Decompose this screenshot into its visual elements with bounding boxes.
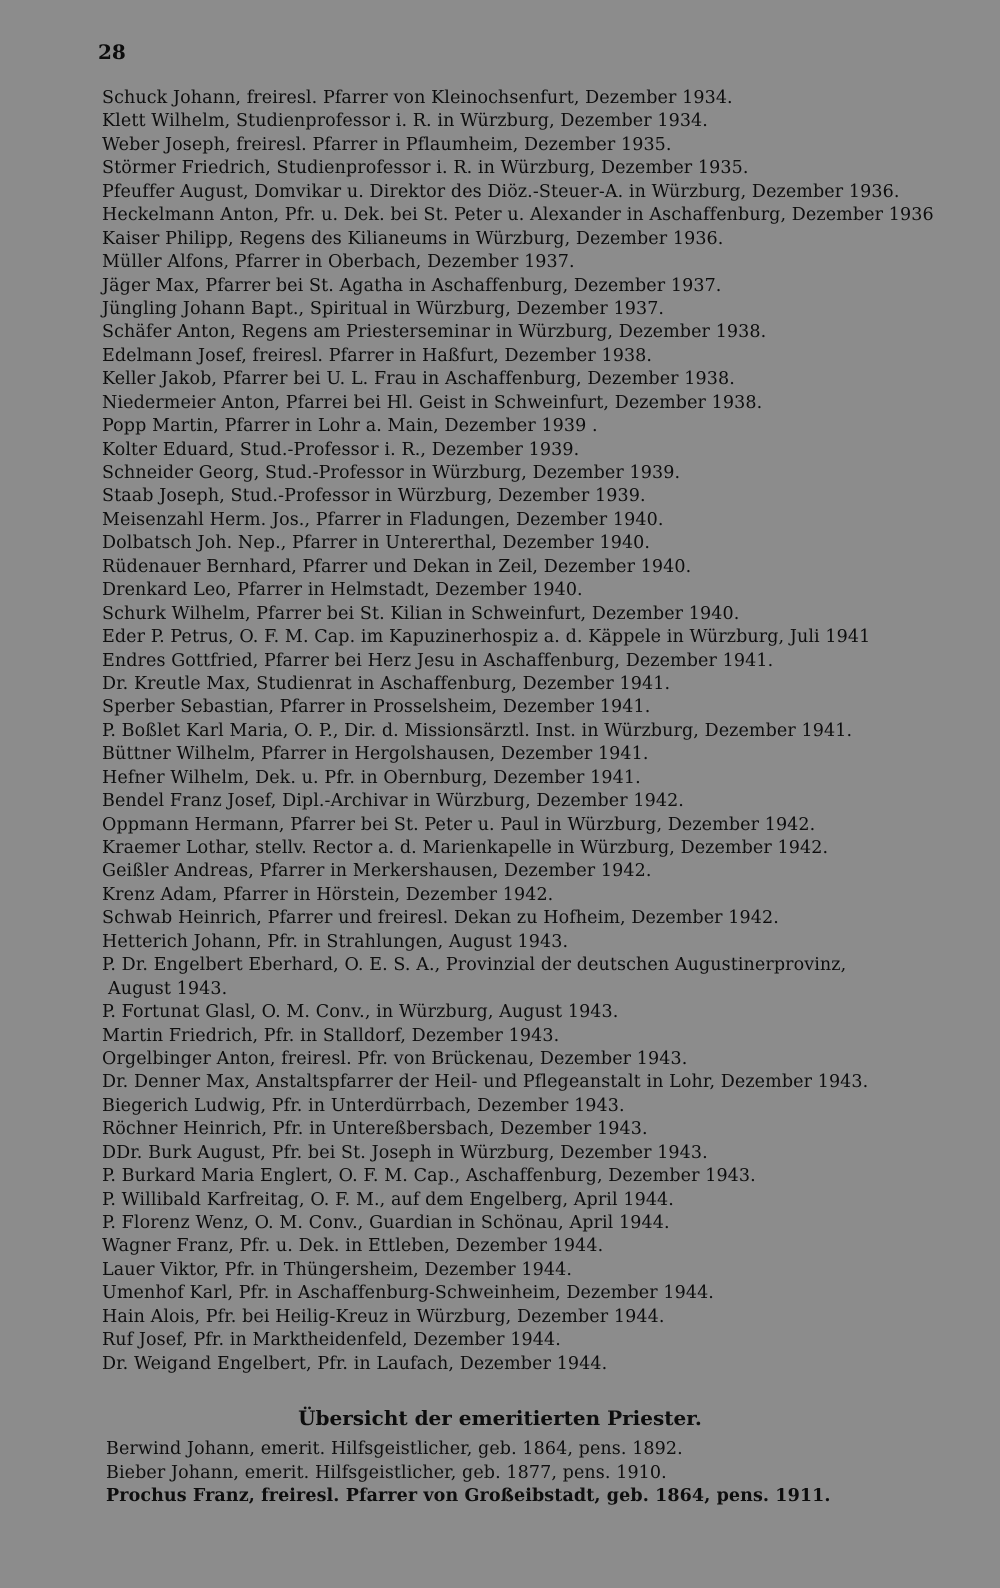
section-title: Übersicht der emeritierten Priester. [298, 1406, 702, 1430]
page-number: 28 [98, 40, 126, 64]
list-item: Schurk Wilhelm, Pfarrer bei St. Kilian in Schweinfurt, Dezember 1940. [102, 603, 740, 624]
list-item: Röchner Heinrich, Pfr. in Untereßbersbach, Dezember 1943. [102, 1119, 648, 1140]
list-item: P. Willibald Karfreitag, O. F. M., auf dem Engelberg, April 1944. [102, 1189, 674, 1210]
list-item: Jüngling Johann Bapt., Spiritual in Würzburg, Dezember 1937. [102, 298, 665, 319]
list-item: DDr. Burk August, Pfr. bei St. Joseph in Würzburg, Dezember 1943. [102, 1142, 708, 1163]
list-item: Hain Alois, Pfr. bei Heilig-Kreuz in Würzburg, Dezember 1944. [102, 1306, 665, 1327]
list-item: Bieber Johann, emerit. Hilfsgeistlicher, geb. 1877, pens. 1910. [106, 1462, 667, 1483]
list-item: Kraemer Lothar, stellv. Rector a. d. Marienkapelle in Würzburg, Dezember 1942. [102, 838, 829, 858]
list-item: Drenkard Leo, Pfarrer in Helmstadt, Dezember 1940. [102, 580, 583, 601]
list-item: Biegerich Ludwig, Pfr. in Unterdürrbach, Dezember 1943. [102, 1095, 625, 1116]
list-item: P. Florenz Wenz, O. M. Conv., Guardian in Schönau, April 1944. [102, 1213, 670, 1234]
list-item: Ruf Josef, Pfr. in Marktheidenfeld, Dezember 1944. [102, 1330, 561, 1351]
list-item: Schwab Heinrich, Pfarrer und freiresl. Dekan zu Hofheim, Dezember 1942. [102, 908, 779, 929]
list-item: Meisenzahl Herm. Jos., Pfarrer in Fladungen, Dezember 1940. [102, 509, 664, 530]
list-item: Martin Friedrich, Pfr. in Stalldorf, Dezember 1943. [102, 1025, 560, 1046]
list-item: Klett Wilhelm, Studienprofessor i. R. in Würzburg, Dezember 1934. [102, 111, 708, 132]
list-item: Berwind Johann, emerit. Hilfsgeistlicher, geb. 1864, pens. 1892. [106, 1439, 683, 1459]
list-item: Staab Joseph, Stud.-Professor in Würzburg, Dezember 1939. [102, 486, 646, 507]
list-item: Eder P. Petrus, O. F. M. Cap. im Kapuzinerhospiz a. d. Käppele in Würzburg, Juli 1941 [102, 627, 871, 648]
list-item: Dolbatsch Joh. Nep., Pfarrer in Untererthal, Dezember 1940. [102, 533, 651, 554]
list-item: Kaiser Philipp, Regens des Kilianeums in Würzburg, Dezember 1936. [102, 228, 724, 249]
list-item: Dr. Weigand Engelbert, Pfr. in Laufach, Dezember 1944. [102, 1353, 608, 1374]
list-item: Niedermeier Anton, Pfarrei bei Hl. Geist in Schweinfurt, Dezember 1938. [102, 392, 763, 413]
list-item: Endres Gottfried, Pfarrer bei Herz Jesu in Aschaffenburg, Dezember 1941. [102, 650, 774, 671]
priest-list [102, 87, 962, 1376]
list-item: Krenz Adam, Pfarrer in Hörstein, Dezember 1942. [102, 884, 554, 905]
list-item: Bendel Franz Josef, Dipl.-Archivar in Würzburg, Dezember 1942. [102, 791, 684, 812]
list-item: Büttner Wilhelm, Pfarrer in Hergolshausen, Dezember 1941. [102, 744, 649, 765]
list-item: P. Boßlet Karl Maria, O. P., Dir. d. Missionsärztl. Inst. in Würzburg, Dezember 1941. [102, 720, 853, 741]
list-item: Schneider Georg, Stud.-Professor in Würzburg, Dezember 1939. [102, 463, 681, 483]
list-item [102, 954, 962, 1001]
list-item: Rüdenauer Bernhard, Pfarrer und Dekan in Zeil, Dezember 1940. [102, 556, 692, 577]
list-item: Schuck Johann, freiresl. Pfarrer von Kleinochsenfurt, Dezember 1934. [102, 88, 733, 108]
list-item: Keller Jakob, Pfarrer bei U. L. Frau in Aschaffenburg, Dezember 1938. [102, 369, 735, 390]
list-item: Störmer Friedrich, Studienprofessor i. R. in Würzburg, Dezember 1935. [102, 158, 749, 179]
list-item-text: P. Dr. Engelbert Eberhard, O. E. S. A., Provinzial der deutschen Augustinerprovinz, [102, 955, 847, 976]
list-item: Lauer Viktor, Pfr. in Thüngersheim, Dezember 1944. [102, 1259, 573, 1280]
list-item: Oppmann Hermann, Pfarrer bei St. Peter u. Paul in Würzburg, Dezember 1942. [102, 814, 816, 835]
list-item: Prochus Franz, freiresl. Pfarrer von Großeibstadt, geb. 1864, pens. 1911. [106, 1486, 831, 1506]
list-item: Edelmann Josef, freiresl. Pfarrer in Haßfurt, Dezember 1938. [102, 345, 653, 366]
list-item: Pfeuffer August, Domvikar u. Direktor des Diöz.-Steuer-A. in Würzburg, Dezember 1936. [102, 181, 900, 202]
list-item: Kolter Eduard, Stud.-Professor i. R., Dezember 1939. [102, 439, 580, 460]
list-item: Orgelbinger Anton, freiresl. Pfr. von Brückenau, Dezember 1943. [102, 1048, 688, 1069]
list-item: Sperber Sebastian, Pfarrer in Prosselsheim, Dezember 1941. [102, 697, 651, 718]
list-item: Dr. Denner Max, Anstaltspfarrer der Heil- und Pflegeanstalt in Lohr, Dezember 1943. [102, 1072, 869, 1093]
list-item: Popp Martin, Pfarrer in Lohr a. Main, Dezember 1939 . [102, 416, 598, 437]
list-item: P. Fortunat Glasl, O. M. Conv., in Würzburg, August 1943. [102, 1002, 619, 1023]
list-item: Schäfer Anton, Regens am Priesterseminar in Würzburg, Dezember 1938. [102, 322, 767, 343]
list-item: Müller Alfons, Pfarrer in Oberbach, Dezember 1937. [102, 252, 575, 273]
list-item: Jäger Max, Pfarrer bei St. Agatha in Aschaffenburg, Dezember 1937. [102, 275, 722, 296]
list-item: P. Burkard Maria Englert, O. F. M. Cap., Aschaffenburg, Dezember 1943. [102, 1166, 756, 1187]
list-item-continuation: August 1943. [108, 978, 228, 999]
emeriti-list [106, 1438, 966, 1509]
list-item: Dr. Kreutle Max, Studienrat in Aschaffenburg, Dezember 1941. [102, 673, 671, 694]
list-item: Weber Joseph, freiresl. Pfarrer in Pflaumheim, Dezember 1935. [102, 134, 672, 155]
list-item: Hetterich Johann, Pfr. in Strahlungen, August 1943. [102, 931, 569, 952]
list-item: Hefner Wilhelm, Dek. u. Pfr. in Obernburg, Dezember 1941. [102, 767, 641, 788]
list-item: Geißler Andreas, Pfarrer in Merkershausen, Dezember 1942. [102, 861, 652, 882]
list-item: Wagner Franz, Pfr. u. Dek. in Ettleben, Dezember 1944. [102, 1236, 604, 1257]
list-item: Umenhof Karl, Pfr. in Aschaffenburg-Schweinheim, Dezember 1944. [102, 1283, 714, 1304]
list-item: Heckelmann Anton, Pfr. u. Dek. bei St. Peter u. Alexander in Aschaffenburg, Dezember 1936 [102, 205, 934, 226]
